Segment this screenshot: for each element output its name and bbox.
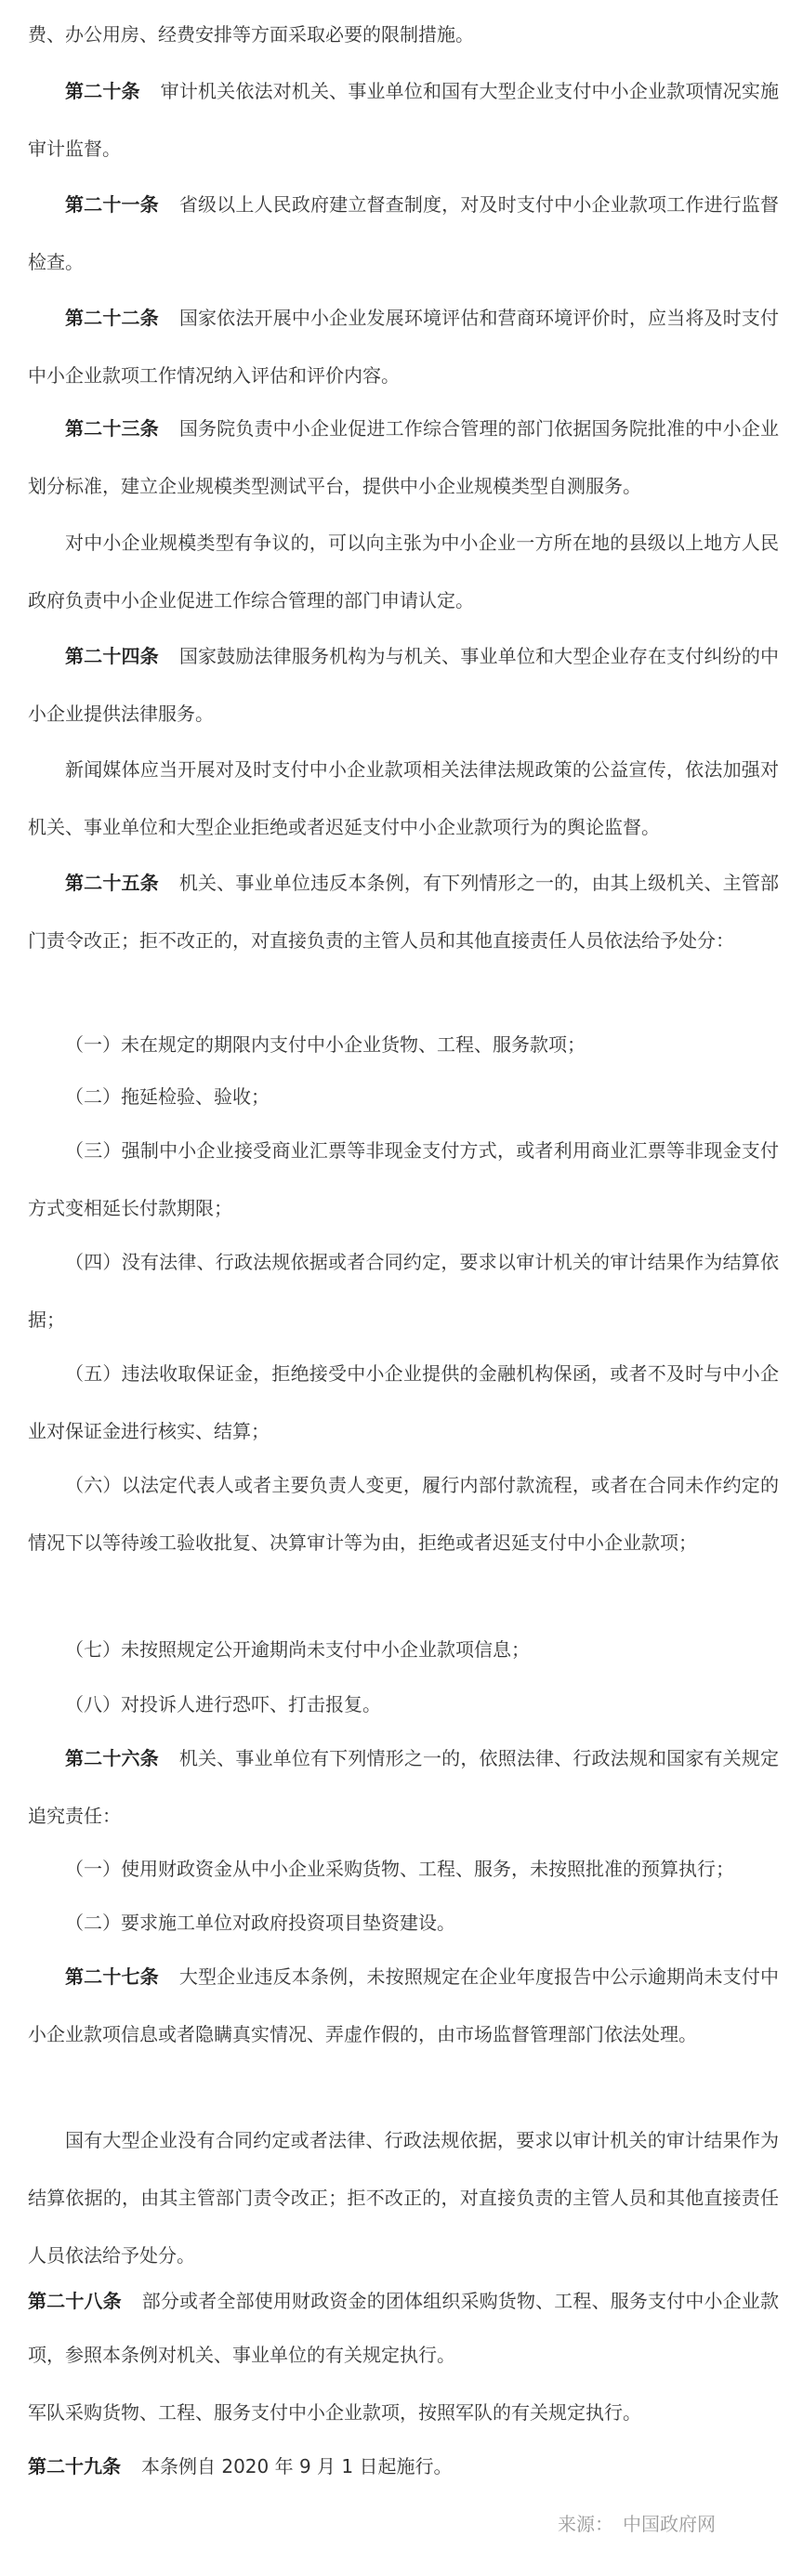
article-22 [28, 289, 779, 404]
paragraph-text: 省级以上人民政府建立督查制度，对及时支付中小企业款项工作进行监督检查。 [28, 193, 780, 273]
source-credit [558, 2509, 716, 2536]
paragraph-text: 国家依法开展中小企业发展环境评估和营商环境评价时，应当将及时支付中小企业款项工作情况纳入评估和评价内容。 [28, 307, 780, 387]
paragraph-text: 国务院负责中小企业促进工作综合管理的部门依据国务院批准的中小企业划分标准，建立企业规模类型测试平台，提供中小企业规模类型自测服务。 [28, 417, 780, 497]
article-number: 第二十七条 [65, 1965, 159, 1988]
list-item [28, 1016, 779, 1073]
article-number: 第二十三条 [65, 417, 159, 440]
article-23 [28, 400, 779, 515]
paragraph-text: 机关、事业单位违反本条例，有下列情形之一的，由其上级机关、主管部门责令改正；拒不改正的，对直接负责的主管人员和其他直接责任人员依法给予处分： [28, 872, 780, 952]
paragraph [28, 514, 779, 629]
source-label: 来源： [558, 2513, 613, 2535]
paragraph-text: （二）要求施工单位对政府投资项目垫资建设。 [65, 1912, 455, 1934]
paragraph-text: 军队采购货物、工程、服务支付中小企业款项，按照军队的有关规定执行。 [28, 2401, 641, 2424]
article-number: 第二十八条 [28, 2290, 122, 2312]
paragraph-text: （三）强制中小企业接受商业汇票等非现金支付方式，或者利用商业汇票等非现金支付方式变相延长付款期限； [28, 1139, 779, 1219]
article-number: 第二十条 [65, 80, 140, 102]
list-item [28, 1233, 779, 1348]
paragraph-text: 国有大型企业没有合同约定或者法律、行政法规依据，要求以审计机关的审计结果作为结算依据的，由其主管部门责令改正；拒不改正的，对直接负责的主管人员和其他直接责任人员依法给予处分。 [28, 2129, 779, 2267]
article-number: 第二十一条 [65, 193, 159, 216]
list-item [28, 1068, 779, 1125]
paragraph-text: （一）使用财政资金从中小企业采购货物、工程、服务，未按照批准的预算执行； [65, 1858, 734, 1880]
article-27 [28, 1948, 779, 2063]
paragraph [28, 2385, 779, 2439]
paragraph [28, 741, 779, 856]
article-number: 第二十五条 [65, 872, 159, 894]
paragraph-text: 大型企业违反本条例，未按照规定在企业年度报告中公示逾期尚未支付中小企业款项信息或者隐瞒真实情况、弄虚作假的，由市场监督管理部门依法处理。 [28, 1965, 780, 2045]
article-25 [28, 854, 779, 969]
list-item [28, 1676, 779, 1733]
source-name: 中国政府网 [623, 2513, 716, 2535]
article-29 [28, 2439, 779, 2493]
paragraph [28, 6, 779, 63]
paragraph-text: 机关、事业单位有下列情形之一的，依照法律、行政法规和国家有关规定追究责任： [28, 1747, 780, 1827]
paragraph-text: （二）拖延检验、验收； [65, 1085, 270, 1108]
paragraph-text: 国家鼓励法律服务机构为与机关、事业单位和大型企业存在支付纠纷的中小企业提供法律服务。 [28, 645, 780, 725]
paragraph-text: 对中小企业规模类型有争议的，可以向主张为中小企业一方所在地的县级以上地方人民政府负责中小企业促进工作综合管理的部门申请认定。 [28, 532, 779, 611]
paragraph-text: （一）未在规定的期限内支付中小企业货物、工程、服务款项； [65, 1033, 586, 1056]
paragraph-text: 新闻媒体应当开展对及时支付中小企业款项相关法律法规政策的公益宣传，依法加强对机关、事业单位和大型企业拒绝或者迟延支付中小企业款项行为的舆论监督。 [28, 758, 779, 838]
list-item [28, 1840, 779, 1898]
article-24 [28, 627, 779, 743]
paragraph-text: （五）违法收取保证金，拒绝接受中小企业提供的金融机构保函，或者不及时与中小企业对保证金进行核实、结算； [28, 1362, 779, 1442]
article-20 [28, 62, 779, 177]
list-item [28, 1456, 779, 1571]
article-number: 第二十二条 [65, 307, 159, 329]
list-item [28, 1122, 779, 1237]
paragraph-text: 审计机关依法对机关、事业单位和国有大型企业支付中小企业款项情况实施审计监督。 [28, 80, 780, 160]
paragraph-text: 部分或者全部使用财政资金的团体组织采购货物、工程、服务支付中小企业款项，参照本条例对机关、事业单位的有关规定执行。 [28, 2290, 780, 2366]
list-item [28, 1894, 779, 1952]
paragraph-text: （六）以法定代表人或者主要负责人变更，履行内部付款流程，或者在合同未作约定的情况下以等待竣工验收批复、决算审计等为由，拒绝或者迟延支付中小企业款项； [28, 1474, 779, 1554]
paragraph-text: （八）对投诉人进行恐吓、打击报复。 [65, 1693, 381, 1715]
list-item [28, 1345, 779, 1460]
article-number: 第二十六条 [65, 1747, 159, 1769]
article-26 [28, 1729, 779, 1845]
paragraph-text: （七）未按照规定公开逾期尚未支付中小企业款项信息； [65, 1638, 530, 1661]
article-number: 第二十九条 [28, 2455, 121, 2477]
paragraph-text: 费、办公用房、经费安排等方面采取必要的限制措施。 [28, 23, 474, 46]
list-item [28, 1621, 779, 1678]
paragraph-text: 本条例自 2020 年 9 月 1 日起施行。 [141, 2455, 453, 2477]
paragraph [28, 2111, 779, 2284]
paragraph-text: （四）没有法律、行政法规依据或者合同约定，要求以审计机关的审计结果作为结算依据； [28, 1251, 779, 1331]
article-21 [28, 176, 779, 291]
article-28 [28, 2274, 779, 2382]
article-number: 第二十四条 [65, 645, 159, 667]
